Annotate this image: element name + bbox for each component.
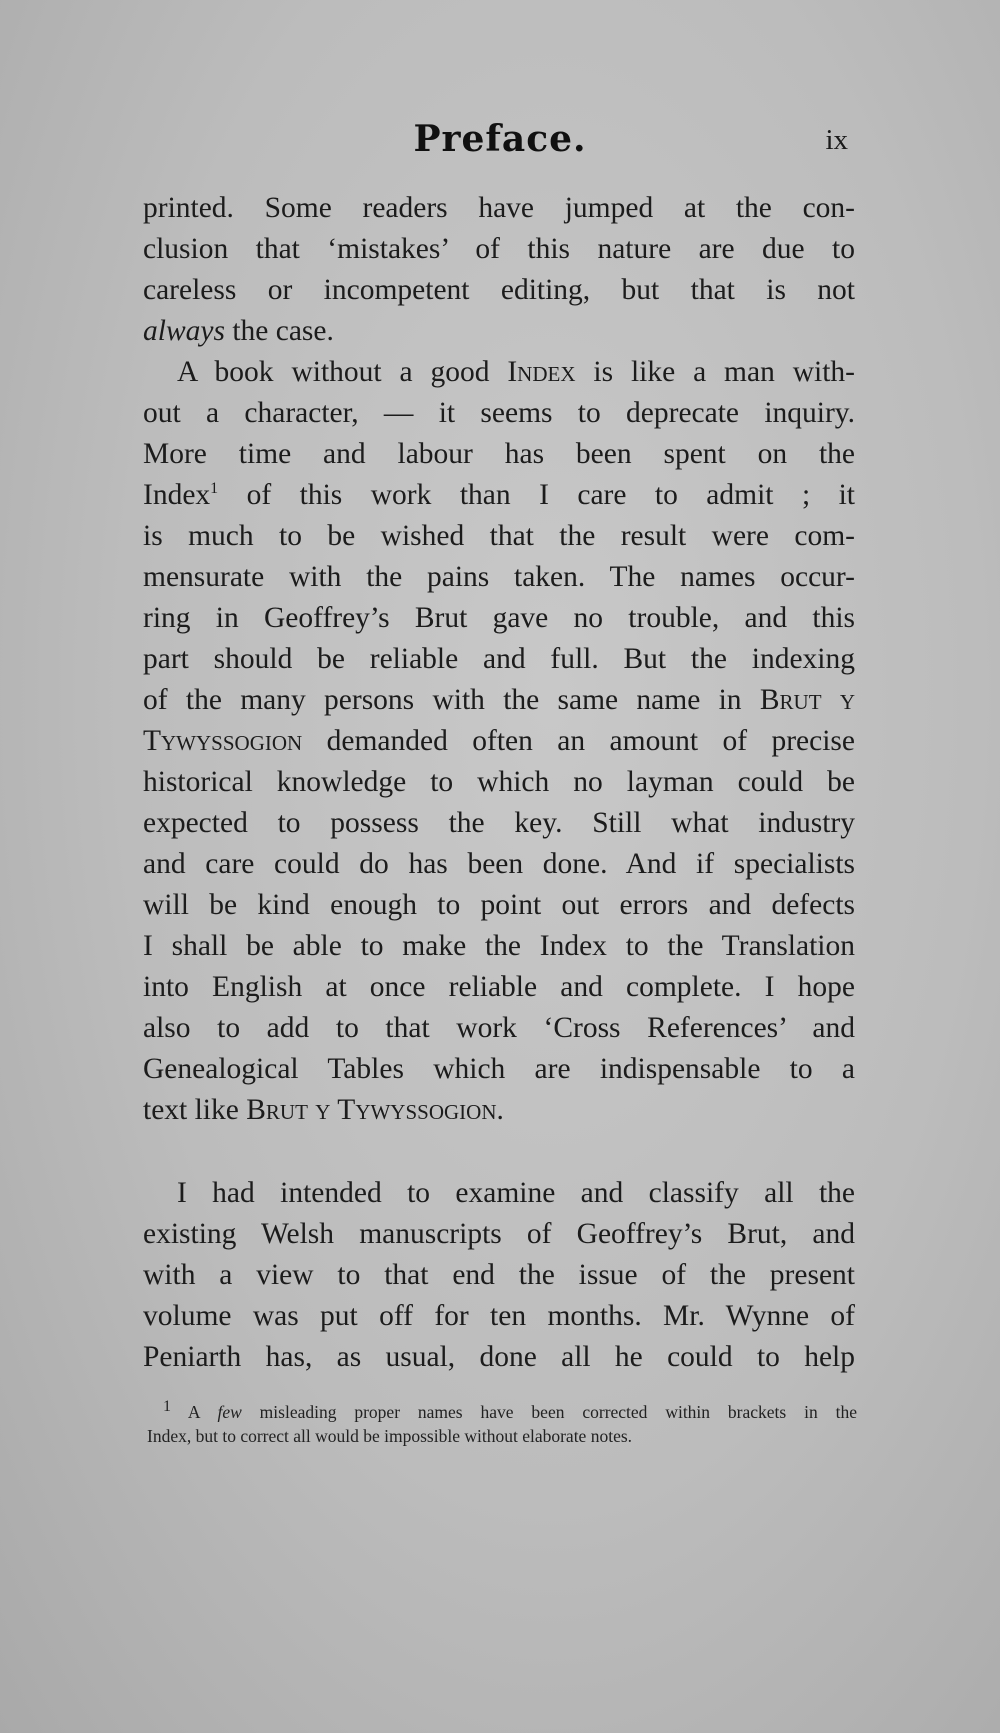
text-span: A book without a good [177, 356, 508, 388]
text-line: Genealogical Tables which are indispensable to a [143, 1053, 855, 1085]
text-line [143, 311, 855, 352]
text-line: out a character, — it seems to deprecate inquiry. [143, 397, 855, 429]
text-span: . [496, 1094, 504, 1126]
body-text [143, 188, 855, 1378]
text-line: with a view to that end the issue of the present [143, 1259, 855, 1291]
footnote-marker: 1 [163, 1398, 171, 1416]
text-line: and care could do has been done. And if specialists [143, 848, 855, 880]
text-line [143, 721, 855, 762]
text-line: historical knowledge to which no layman could be [143, 766, 855, 798]
text-line: into English at once reliable and complete. I hope [143, 971, 855, 1003]
text-line: existing Welsh manuscripts of Geoffrey’s Brut, and [143, 1218, 855, 1250]
text-line: also to add to that work ‘Cross References’ and [143, 1012, 855, 1044]
text-line: is much to be wished that the result were com- [143, 520, 855, 552]
page-header [0, 118, 1000, 168]
text-span: is like a man with- [575, 356, 855, 388]
text-line [143, 475, 855, 516]
text-line: expected to possess the key. Still what industry [143, 807, 855, 839]
text-line: More time and labour has been spent on the [143, 438, 855, 470]
text-line [143, 352, 855, 393]
text-line: mensurate with the pains taken. The names occur- [143, 561, 855, 593]
running-title: Preface. [413, 118, 587, 160]
text-line: volume was put off for ten months. Mr. Wynne of [143, 1300, 855, 1332]
small-caps-term: Brut y Tywyssogion [246, 1094, 497, 1126]
text-line: ring in Geoffrey’s Brut gave no trouble, and this [143, 602, 855, 634]
text-line: printed. Some readers have jumped at the con- [143, 192, 855, 224]
text-line: part should be reliable and full. But the indexing [143, 643, 855, 675]
text-line: I had intended to examine and classify all the [177, 1177, 855, 1209]
text-line: I shall be able to make the Index to the Translation [143, 930, 855, 962]
small-caps-term: Tywyssogion [143, 725, 303, 757]
text-span: demanded often an amount of precise [302, 725, 855, 757]
footnote [147, 1400, 857, 1448]
text-line: will be kind enough to point out errors and defects [143, 889, 855, 921]
text-span: of this work than I care to admit ; it [218, 479, 855, 511]
footnote-reference: 1 [210, 480, 219, 498]
text-span: A [171, 1402, 218, 1422]
footnote-line [147, 1400, 857, 1424]
small-caps-term: Index [507, 356, 576, 388]
text-line: clusion that ‘mistakes’ of this nature are due to [143, 233, 855, 265]
emphasis: few [217, 1402, 242, 1422]
footnote-line: Index, but to correct all would be impossible without elaborate notes. [147, 1426, 633, 1446]
paragraph-gap [143, 1131, 855, 1173]
text-line [143, 680, 855, 721]
text-line [143, 1090, 855, 1131]
text-line: Peniarth has, as usual, done all he could to help [143, 1341, 855, 1373]
text-line: careless or incompetent editing, but that is not [143, 274, 855, 306]
text-span: text like [143, 1094, 247, 1126]
emphasis: always [143, 315, 225, 347]
page-number: ix [825, 124, 848, 156]
small-caps-term: Brut y [759, 684, 855, 716]
text-span: Index [143, 479, 211, 511]
text-span: misleading proper names have been corrected within brackets in the [241, 1402, 857, 1422]
text-span: the case. [224, 315, 334, 347]
text-span: of the many persons with the same name in [143, 684, 760, 716]
